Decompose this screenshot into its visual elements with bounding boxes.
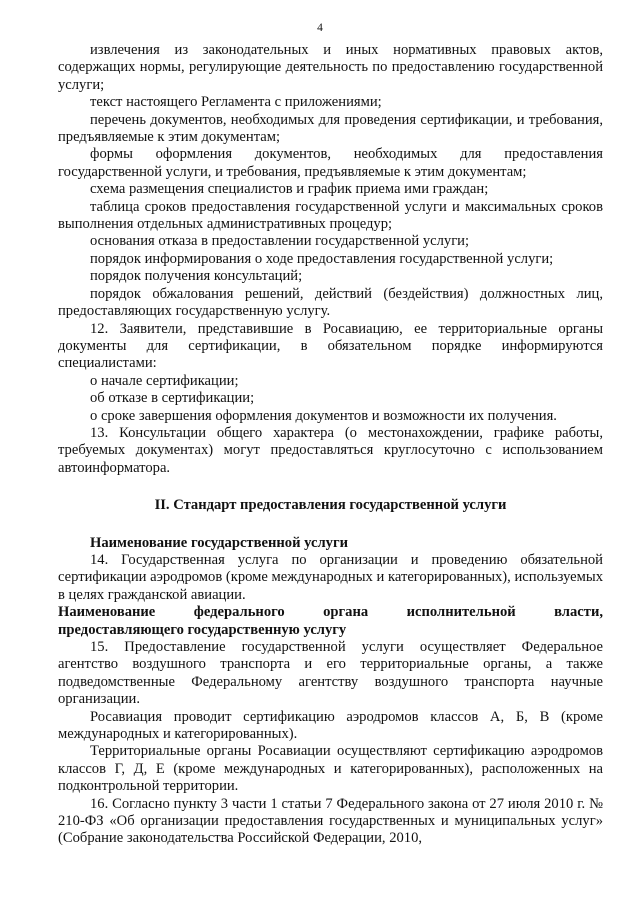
section-title: II. Стандарт предоставления государственной услуги	[154, 497, 507, 514]
paragraph: 12. Заявители, представившие в Росавиацию, ее территориальные органы документы для сертификации, в обязательном порядке информируются специалистами:	[58, 320, 603, 372]
paragraph: 15. Предоставление государственной услуги осуществляет Федеральное агентство воздушного транспорта и его территориальные органы, а также подведомственные Федеральному агентству воздушного транспорта научные организации.	[58, 639, 603, 708]
subheading-authority-line1: Наименование федерального органа исполнительной власти,	[58, 604, 603, 621]
paragraph: перечень документов, необходимых для проведения сертификации, и требования, предъявляемые к этим документам;	[58, 111, 603, 146]
subheading-service-name: Наименование государственной услуги	[90, 534, 348, 551]
paragraph: о начале сертификации;	[90, 372, 239, 389]
paragraph: 13. Консультации общего характера (о местонахождении, графике работы, требуемых документах) могут предоставляться круглосуточно с использованием автоинформатора.	[58, 424, 603, 476]
document-body	[58, 42, 603, 848]
paragraph: таблица сроков предоставления государственной услуги и максимальных сроков выполнения отдельных административных процедур;	[58, 198, 603, 233]
paragraph: Росавиация проводит сертификацию аэродромов классов А, Б, В (кроме международных и категорированных).	[58, 708, 603, 743]
paragraph: об отказе в сертификации;	[90, 390, 255, 407]
paragraph: текст настоящего Регламента с приложениями;	[90, 94, 382, 111]
paragraph: о сроке завершения оформления документов и возможности их получения.	[90, 407, 557, 424]
paragraph: порядок получения консультаций;	[90, 268, 303, 285]
paragraph: извлечения из законодательных и иных нормативных правовых актов, содержащих нормы, регулирующие деятельность по предоставлению государственной услуги;	[58, 42, 603, 93]
paragraph: схема размещения специалистов и график приема ими граждан;	[90, 181, 489, 198]
paragraph: порядок информирования о ходе предоставления государственной услуги;	[90, 250, 554, 267]
paragraph: 16. Согласно пункту 3 части 1 статьи 7 Федерального закона от 27 июля 2010 г. № 210-ФЗ «Об организации предоставления государственных и муниципальных услуг» (Собрание законодательства Российской Федерации, 2010,	[58, 795, 603, 847]
paragraph: 14. Государственная услуга по организации и проведению обязательной сертификации аэродромов (кроме международных и категорированных), используемых в целях гражданской авиации.	[58, 551, 603, 603]
paragraph: порядок обжалования решений, действий (бездействия) должностных лиц, предоставляющих государственную услугу.	[58, 285, 603, 320]
paragraph: Территориальные органы Росавиации осуществляют сертификацию аэродромов классов Г, Д, Е (кроме международных и категорированных), расположенных на подконтрольной территории.	[58, 743, 603, 795]
page-number: 4	[317, 22, 323, 34]
paragraph: формы оформления документов, необходимых для предоставления государственной услуги, и требования, предъявляемые к этим документам;	[58, 146, 603, 180]
paragraph: основания отказа в предоставлении государственной услуги;	[90, 233, 470, 250]
subheading-authority-line2: предоставляющего государственную услугу	[58, 621, 347, 638]
